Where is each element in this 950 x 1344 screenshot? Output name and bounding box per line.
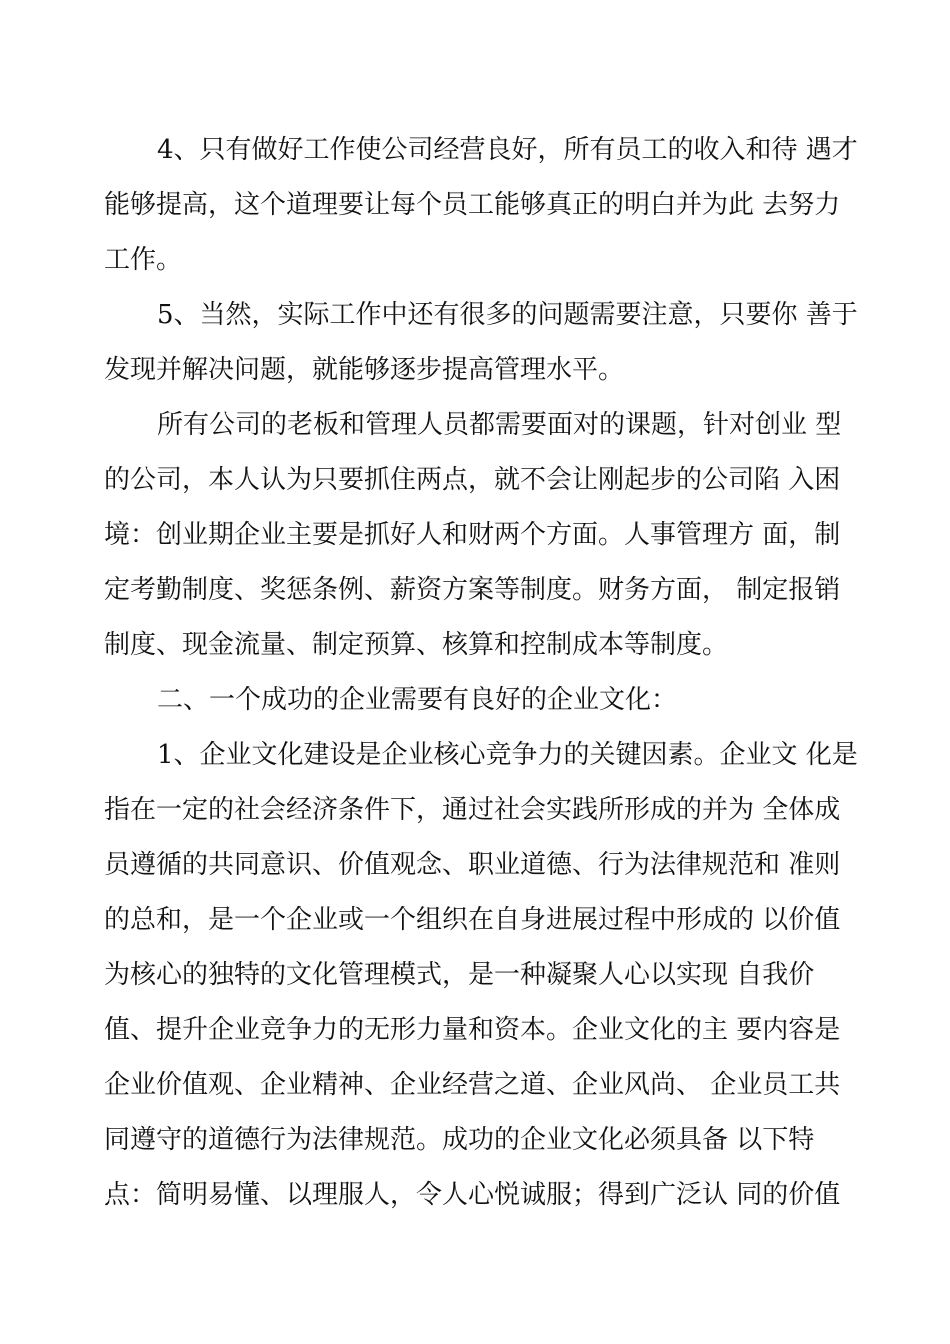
text-line-7: 的公司，本人认为只要抓住两点，就不会让刚起步的公司陷 入困 [104, 465, 841, 495]
text-line-13: 指在一定的社会经济条件下，通过社会实践所形成的并为 全体成 [104, 795, 841, 825]
text-line-15: 的总和，是一个企业或一个组织在自身进展过程中形成的 以价值 [104, 905, 841, 935]
text-line-8: 境：创业期企业主要是抓好人和财两个方面。人事管理方 面，制 [104, 520, 841, 550]
text-line-10: 制度、现金流量、制定预算、核算和控制成本等制度。 [104, 630, 729, 660]
text-line-20: 点：简明易懂、以理服人，令人心悦诚服；得到广泛认 同的价值 [104, 1180, 841, 1210]
text-line-19: 同遵守的道德行为法律规范。成功的企业文化必须具备 以下特 [104, 1125, 815, 1155]
text-line-2: 能够提高，这个道理要让每个员工能够真正的明白并为此 去努力 [104, 190, 841, 220]
text-line-1: 4、只有做好工作使公司经营良好，所有员工的收入和待 遇才 [157, 135, 858, 165]
text-line-5: 发现并解决问题，就能够逐步提高管理水平。 [104, 355, 625, 385]
text-line-6: 所有公司的老板和管理人员都需要面对的课题，针对创业 型 [157, 410, 842, 440]
text-line-12: 1、企业文化建设是企业核心竞争力的关键因素。企业文 化是 [157, 740, 858, 770]
text-line-17: 值、提升企业竞争力的无形力量和资本。企业文化的主 要内容是 [104, 1015, 841, 1045]
text-line-18: 企业价值观、企业精神、企业经营之道、企业风尚、 企业员工共 [104, 1070, 841, 1100]
text-line-4: 5、当然，实际工作中还有很多的问题需要注意，只要你 善于 [157, 300, 858, 330]
text-line-14: 员遵循的共同意识、价值观念、职业道德、行为法律规范和 准则 [104, 850, 841, 880]
section-heading: 二、一个成功的企业需要有良好的企业文化： [157, 685, 678, 715]
text-line-16: 为核心的独特的文化管理模式，是一种凝聚人心以实现 自我价 [104, 960, 815, 990]
text-line-9: 定考勤制度、奖惩条例、薪资方案等制度。财务方面， 制定报销 [104, 575, 841, 605]
text-line-3: 工作。 [104, 245, 183, 275]
